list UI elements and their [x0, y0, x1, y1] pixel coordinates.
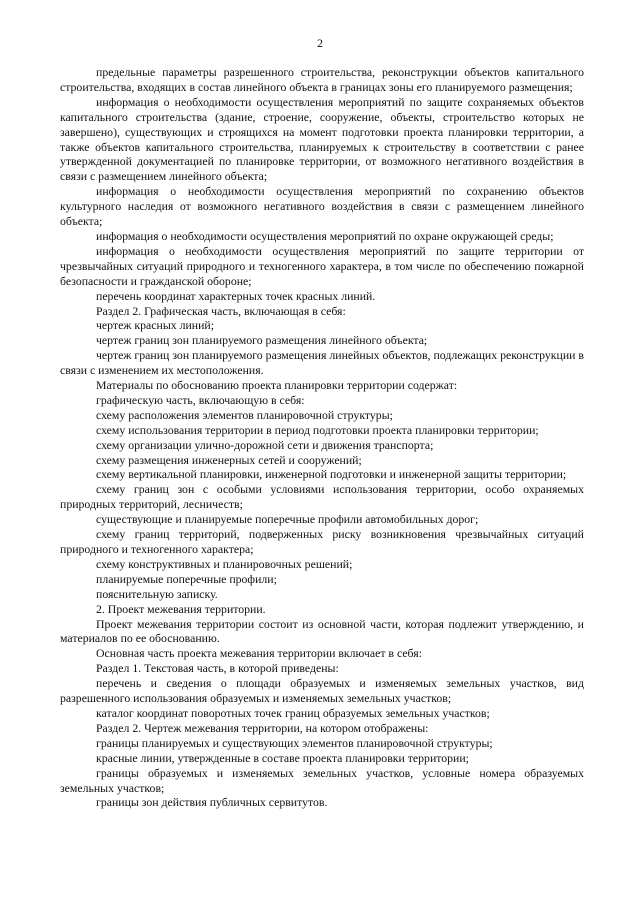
paragraph: существующие и планируемые поперечные профили автомобильных дорог;: [96, 512, 479, 527]
document-body: [60, 65, 584, 810]
paragraph: чертеж красных линий;: [96, 318, 215, 333]
paragraph: информация о необходимости осуществления мероприятий по сохранению объектов культурного наследия от возможного негативного воздействия в связи с размещением линейного объекта;: [60, 184, 584, 229]
paragraph: предельные параметры разрешенного строительства, реконструкции объектов капитального строительства, входящих в состав линейного объекта в границах зоны его планируемого размещения;: [60, 65, 584, 94]
paragraph: планируемые поперечные профили;: [96, 571, 277, 586]
paragraph: границы планируемых и существующих элементов планировочной структуры;: [96, 735, 493, 750]
section-heading: Раздел 1. Текстовая часть, в которой приведены:: [96, 661, 339, 676]
section-heading: Раздел 2. Графическая часть, включающая в себя:: [96, 303, 346, 318]
page-number: 2: [317, 36, 323, 50]
paragraph: схему границ территорий, подверженных риску возникновения чрезвычайных ситуаций природного и техногенного характера;: [60, 527, 584, 556]
paragraph: границы зон действия публичных сервитутов.: [96, 795, 328, 810]
paragraph: информация о необходимости осуществления мероприятий по защите территории от чрезвычайных ситуаций природного и техногенного характера, в том числе по обеспечению пожарной безопасности и гражданской обороне;: [60, 243, 584, 288]
paragraph: пояснительную записку.: [96, 586, 218, 601]
paragraph: перечень координат характерных точек красных линий.: [96, 288, 376, 303]
section-heading: Раздел 2. Чертеж межевания территории, на котором отображены:: [96, 720, 429, 735]
paragraph: графическую часть, включающую в себя:: [96, 392, 305, 407]
paragraph: красные линии, утвержденные в составе проекта планировки территории;: [96, 750, 469, 765]
paragraph: схему организации улично-дорожной сети и движения транспорта;: [96, 437, 434, 452]
paragraph: схему конструктивных и планировочных решений;: [96, 556, 353, 571]
paragraph: чертеж границ зон планируемого размещения линейных объектов, подлежащих реконструкции в связи с изменением их местоположения.: [60, 348, 584, 378]
section-heading: 2. Проект межевания территории.: [96, 601, 266, 616]
paragraph: Проект межевания территории состоит из основной части, которая подлежит утверждению, и материалов по ее обоснованию.: [60, 616, 584, 646]
paragraph: информация о необходимости осуществления мероприятий по охране окружающей среды;: [96, 228, 554, 243]
paragraph: схему размещения инженерных сетей и сооружений;: [96, 452, 362, 467]
paragraph: Материалы по обоснованию проекта планировки территории содержат:: [96, 378, 458, 393]
paragraph: каталог координат поворотных точек границ образуемых земельных участков;: [96, 705, 490, 720]
paragraph: информация о необходимости осуществления мероприятий по защите сохраняемых объектов капитального строительства (здание, строение, сооружение, объекты, строительство которых не завершено), существующих и строящихся на момент подготовки проекта планировки территории, а также объектов капитального строительства, планируемых к строительству в соответствии с ранее утвержденной документацией по планировке территории, от возможного негативного воздействия в связи с размещением линейного объекта;: [60, 94, 584, 184]
paragraph: перечень и сведения о площади образуемых и изменяемых земельных участков, вид разрешенного использования образуемых и изменяемых земельных участков;: [60, 676, 584, 706]
paragraph: схему границ зон с особыми условиями использования территории, особо охраняемых природных территорий, лесничеств;: [60, 482, 584, 512]
paragraph: чертеж границ зон планируемого размещения линейного объекта;: [96, 333, 428, 348]
paragraph: границы образуемых и изменяемых земельных участков, условные номера образуемых земельных участков;: [60, 765, 584, 795]
paragraph: схему вертикальной планировки, инженерной подготовки и инженерной защиты территории;: [96, 467, 567, 482]
paragraph: схему использования территории в период подготовки проекта планировки территории;: [96, 422, 539, 437]
paragraph: схему расположения элементов планировочной структуры;: [96, 407, 393, 422]
paragraph: Основная часть проекта межевания территории включает в себя:: [96, 646, 422, 661]
